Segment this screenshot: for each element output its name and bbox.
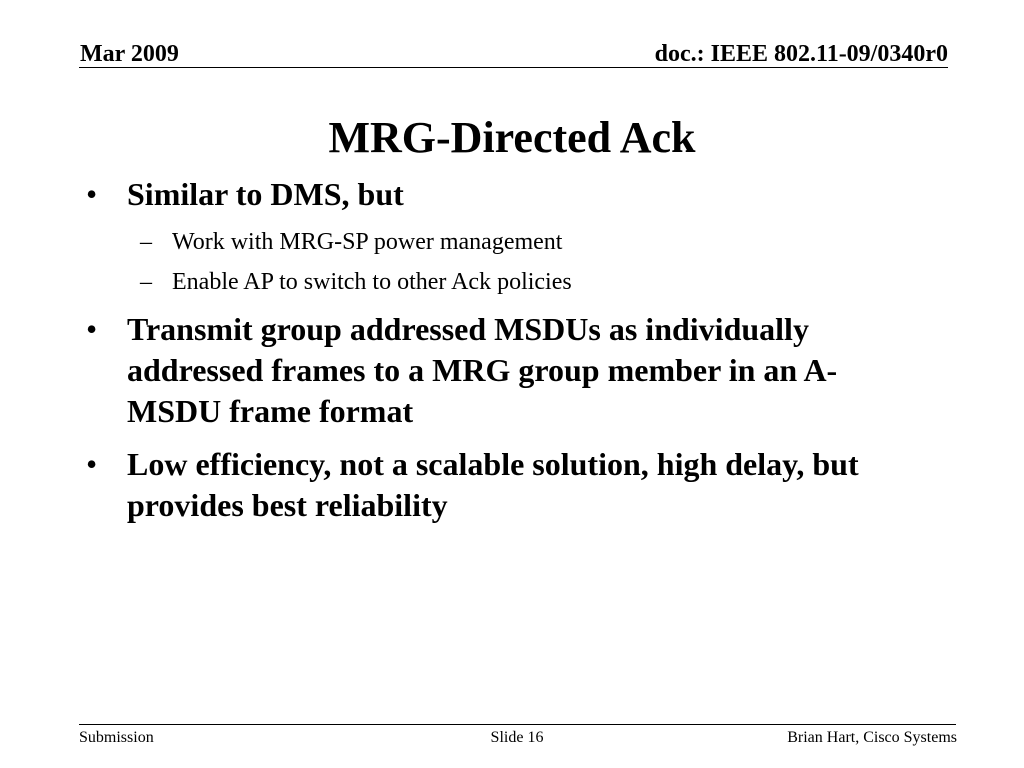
bullet-item xyxy=(86,174,926,215)
header-divider xyxy=(79,67,948,68)
bullet-marker: • xyxy=(86,446,98,482)
bullet-text: Low efficiency, not a scalable solution, high delay, but provides best reliability xyxy=(127,446,859,523)
slide-body xyxy=(86,174,926,526)
header-doc-id: doc.: IEEE 802.11-09/0340r0 xyxy=(654,41,948,67)
footer-submission: Submission xyxy=(79,729,154,746)
header-date: Mar 2009 xyxy=(80,41,179,67)
sub-bullet-marker: – xyxy=(140,269,152,295)
footer-author: Brian Hart, Cisco Systems xyxy=(787,729,957,746)
sub-bullet-marker: – xyxy=(140,229,152,255)
bullet-text: Transmit group addressed MSDUs as individually addressed frames to a MRG group member in an A-MSDU frame format xyxy=(127,311,838,429)
bullet-text: Similar to DMS, but xyxy=(127,176,404,212)
bullet-marker: • xyxy=(86,176,98,212)
footer-slide-number: Slide 16 xyxy=(490,729,544,746)
sub-bullet-item xyxy=(86,267,926,297)
sub-bullet-text: Work with MRG-SP power management xyxy=(172,229,563,255)
slide-title: MRG-Directed Ack xyxy=(328,113,696,162)
sub-bullet-item xyxy=(86,227,926,257)
bullet-item xyxy=(86,444,926,526)
footer-divider xyxy=(79,724,956,725)
bullet-item xyxy=(86,309,926,432)
bullet-marker: • xyxy=(86,311,98,347)
sub-bullet-text: Enable AP to switch to other Ack policies xyxy=(172,269,572,295)
